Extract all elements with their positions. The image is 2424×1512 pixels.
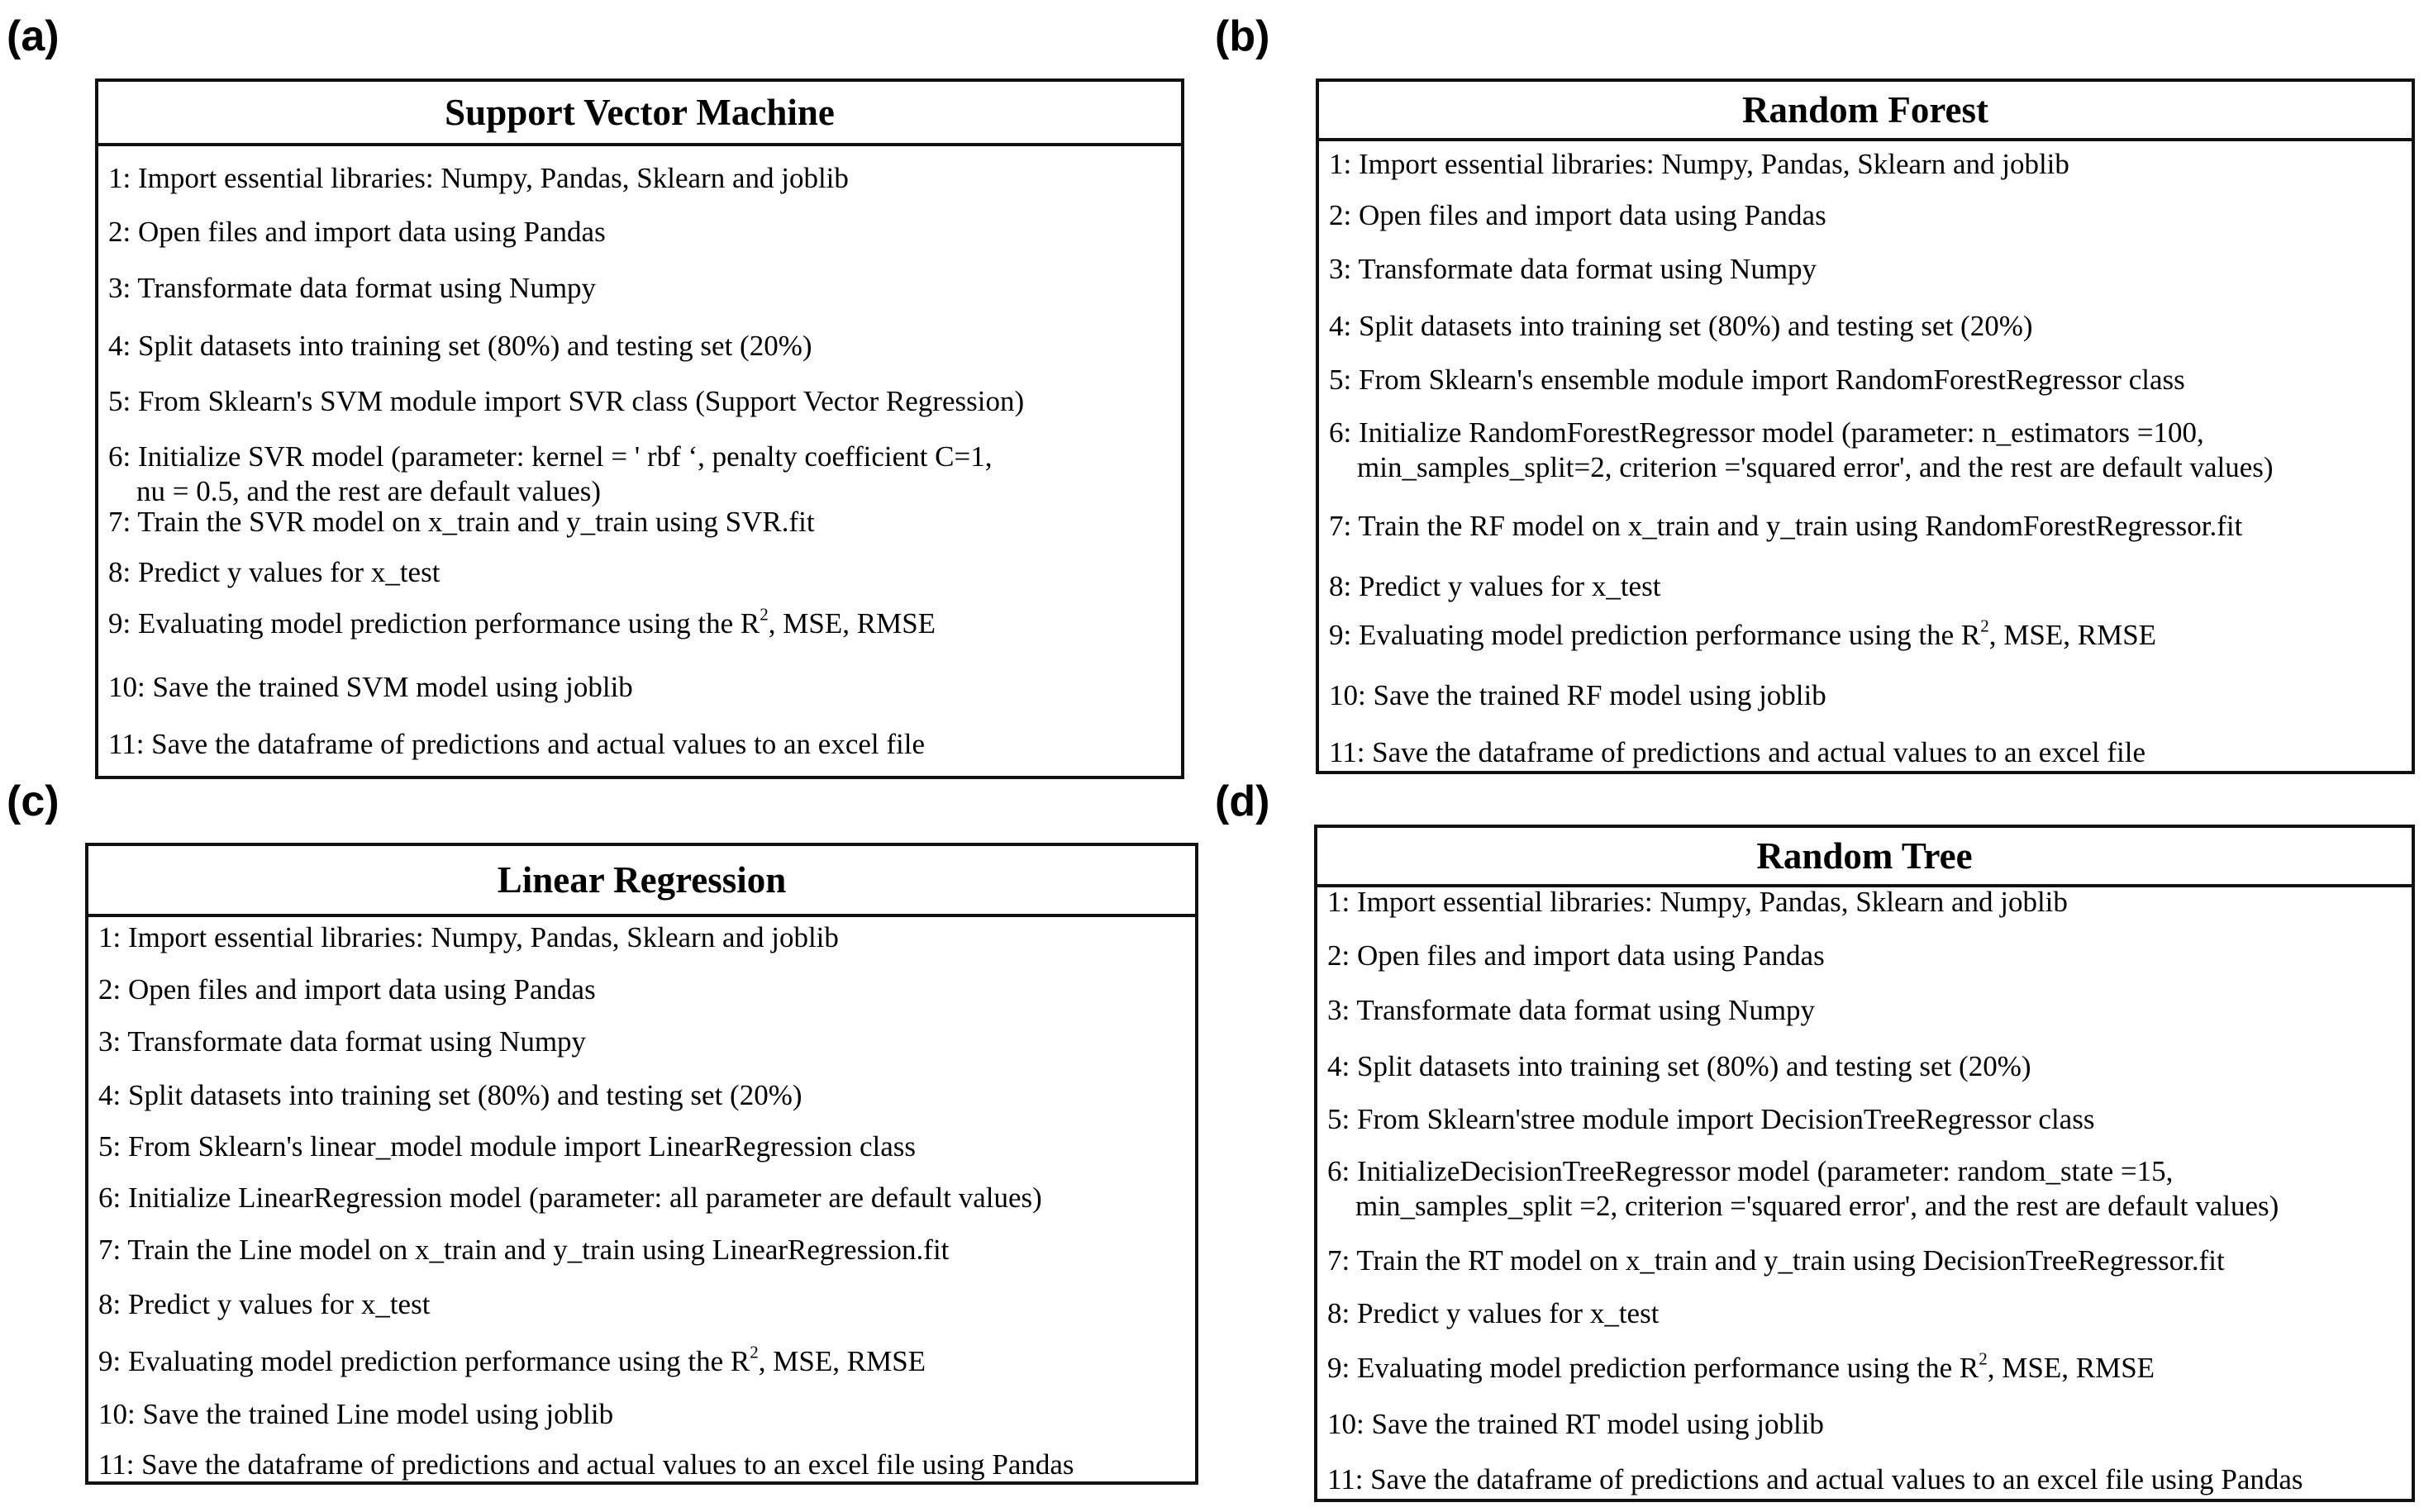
step-2 <box>1319 198 2412 233</box>
step-text: 1: Import essential libraries: Numpy, Pandas, Sklearn and joblib <box>98 921 839 953</box>
step-text: 11: Save the dataframe of predictions and actual values to an excel file using Pandas <box>1327 1463 2303 1495</box>
step-10 <box>88 1397 1195 1432</box>
step-text: 10: Save the trained RF model using joblib <box>1329 679 1826 711</box>
step-text-continuation: min_samples_split=2, criterion ='squared error', and the rest are default values) <box>1357 451 2274 483</box>
step-text: 7: Train the RT model on x_train and y_train using DecisionTreeRegressor.fit <box>1327 1244 2225 1277</box>
step-text: 1: Import essential libraries: Numpy, Pandas, Sklearn and joblib <box>108 162 849 194</box>
step-8 <box>88 1287 1195 1322</box>
panel-label-a: (a) <box>7 12 60 60</box>
step-text: 9: Evaluating model prediction performance using the R <box>1327 1352 1979 1384</box>
step-text: 6: Initialize LinearRegression model (parameter: all parameter are default values) <box>98 1182 1042 1214</box>
step-text: 8: Predict y values for x_test <box>108 556 441 588</box>
step-11 <box>1319 735 2412 770</box>
step-8 <box>1319 569 2412 604</box>
algorithm-box-svm <box>95 78 1184 779</box>
step-text: 5: From Sklearn's ensemble module import RandomForestRegressor class <box>1329 364 2185 396</box>
step-text: 3: Transformate data format using Numpy <box>108 272 597 304</box>
step-text: 9: Evaluating model prediction performance using the R <box>98 1345 750 1377</box>
step-1 <box>88 920 1195 955</box>
step-text: 6: InitializeDecisionTreeRegressor model (parameter: random_state =15, <box>1327 1155 2174 1187</box>
step-text: 7: Train the SVR model on x_train and y_train using SVR.fit <box>108 506 815 538</box>
step-10 <box>1317 1407 2412 1442</box>
step-7 <box>1317 1243 2412 1278</box>
step-text: 5: From Sklearn's SVM module import SVR class (Support Vector Regression) <box>108 385 1025 417</box>
step-text: 2: Open files and import data using Pandas <box>98 973 596 1006</box>
step-text: 9: Evaluating model prediction performance using the R <box>1329 619 1981 651</box>
step-text: 2: Open files and import data using Pandas <box>108 216 606 248</box>
step-5 <box>1317 1102 2412 1137</box>
step-text: 2: Open files and import data using Pandas <box>1329 199 1826 231</box>
step-text: 4: Split datasets into training set (80%) and testing set (20%) <box>108 330 812 362</box>
algorithm-box-random-tree <box>1314 825 2415 1502</box>
superscript: 2 <box>760 604 769 625</box>
step-6 <box>88 1181 1195 1215</box>
step-text: 10: Save the trained Line model using joblib <box>98 1398 614 1430</box>
step-text: 1: Import essential libraries: Numpy, Pandas, Sklearn and joblib <box>1329 148 2069 180</box>
step-text: 10: Save the trained SVM model using joblib <box>108 671 633 703</box>
panel-label-c: (c) <box>7 777 60 825</box>
step-text: 8: Predict y values for x_test <box>98 1288 431 1320</box>
step-3 <box>1317 993 2412 1028</box>
step-text: 1: Import essential libraries: Numpy, Pandas, Sklearn and joblib <box>1327 886 2068 918</box>
step-text: 10: Save the trained RT model using joblib <box>1327 1408 1824 1440</box>
step-text: 4: Split datasets into training set (80%) and testing set (20%) <box>1327 1050 2031 1082</box>
step-text: 2: Open files and import data using Pandas <box>1327 939 1825 972</box>
step-text: 7: Train the Line model on x_train and y_train using LinearRegression.fit <box>98 1234 950 1266</box>
step-2 <box>98 215 1181 250</box>
step-11 <box>98 727 1181 762</box>
step-1 <box>98 161 1181 196</box>
superscript: 2 <box>1979 1348 1988 1369</box>
step-7 <box>98 505 1181 540</box>
step-text-continuation: nu = 0.5, and the rest are default values) <box>136 475 602 507</box>
step-6 <box>1319 416 2412 485</box>
step-text: 11: Save the dataframe of predictions and actual values to an excel file <box>1329 736 2146 768</box>
step-8 <box>1317 1296 2412 1331</box>
box-title: Support Vector Machine <box>98 82 1181 146</box>
step-8 <box>98 555 1181 590</box>
step-6 <box>98 440 1181 509</box>
step-3 <box>1319 252 2412 287</box>
step-text: 4: Split datasets into training set (80%) and testing set (20%) <box>1329 310 2033 342</box>
step-3 <box>88 1025 1195 1059</box>
step-4 <box>1317 1049 2412 1084</box>
step-text-continuation: min_samples_split =2, criterion ='squared error', and the rest are default values) <box>1355 1190 2279 1222</box>
box-title: Linear Regression <box>88 846 1195 917</box>
step-6 <box>1317 1154 2412 1224</box>
box-title: Random Forest <box>1319 82 2412 141</box>
step-5 <box>1319 363 2412 397</box>
box-title: Random Tree <box>1317 828 2412 887</box>
step-text: 6: Initialize SVR model (parameter: kernel = ' rbf ‘, penalty coefficient C=1, <box>108 440 993 473</box>
step-9 <box>88 1344 1195 1379</box>
step-text: 3: Transformate data format using Numpy <box>98 1025 587 1058</box>
step-text: 6: Initialize RandomForestRegressor model (parameter: n_estimators =100, <box>1329 416 2204 449</box>
step-4 <box>98 329 1181 364</box>
step-2 <box>1317 939 2412 973</box>
step-3 <box>98 271 1181 306</box>
step-text: 5: From Sklearn's linear_model module import LinearRegression class <box>98 1130 917 1163</box>
step-text: 9: Evaluating model prediction performance using the R <box>108 607 760 640</box>
step-text: 5: From Sklearn'stree module import DecisionTreeRegressor class <box>1327 1103 2095 1135</box>
step-text: 3: Transformate data format using Numpy <box>1329 253 1817 285</box>
step-4 <box>1319 309 2412 344</box>
algorithm-box-linear-regression <box>85 843 1198 1485</box>
superscript: 2 <box>1980 616 1989 636</box>
algorithm-box-random-forest <box>1316 78 2415 774</box>
step-1 <box>1319 147 2412 182</box>
step-9 <box>98 606 1181 641</box>
step-10 <box>98 670 1181 705</box>
step-1 <box>1317 885 2412 920</box>
step-text: , MSE, RMSE <box>1988 619 2157 651</box>
step-text: , MSE, RMSE <box>1987 1352 2155 1384</box>
step-text: 8: Predict y values for x_test <box>1329 570 1661 602</box>
step-2 <box>88 972 1195 1007</box>
step-text: , MSE, RMSE <box>758 1345 926 1377</box>
step-text: 7: Train the RF model on x_train and y_train using RandomForestRegressor.fit <box>1329 510 2243 542</box>
step-9 <box>1319 618 2412 653</box>
superscript: 2 <box>750 1342 759 1362</box>
step-text: 8: Predict y values for x_test <box>1327 1297 1660 1329</box>
step-7 <box>88 1233 1195 1267</box>
panel-label-b: (b) <box>1215 12 1270 60</box>
step-text: 11: Save the dataframe of predictions and actual values to an excel file <box>108 728 926 760</box>
step-text: , MSE, RMSE <box>768 607 936 640</box>
step-10 <box>1319 678 2412 713</box>
step-5 <box>88 1129 1195 1164</box>
step-11 <box>88 1448 1195 1482</box>
step-text: 4: Split datasets into training set (80%) and testing set (20%) <box>98 1079 802 1111</box>
step-text: 3: Transformate data format using Numpy <box>1327 994 1816 1026</box>
step-text: 11: Save the dataframe of predictions and actual values to an excel file using Pandas <box>98 1448 1074 1481</box>
panel-label-d: (d) <box>1215 777 1270 825</box>
step-7 <box>1319 509 2412 544</box>
step-5 <box>98 384 1181 419</box>
step-9 <box>1317 1348 2412 1386</box>
step-11 <box>1317 1462 2412 1497</box>
step-4 <box>88 1078 1195 1113</box>
